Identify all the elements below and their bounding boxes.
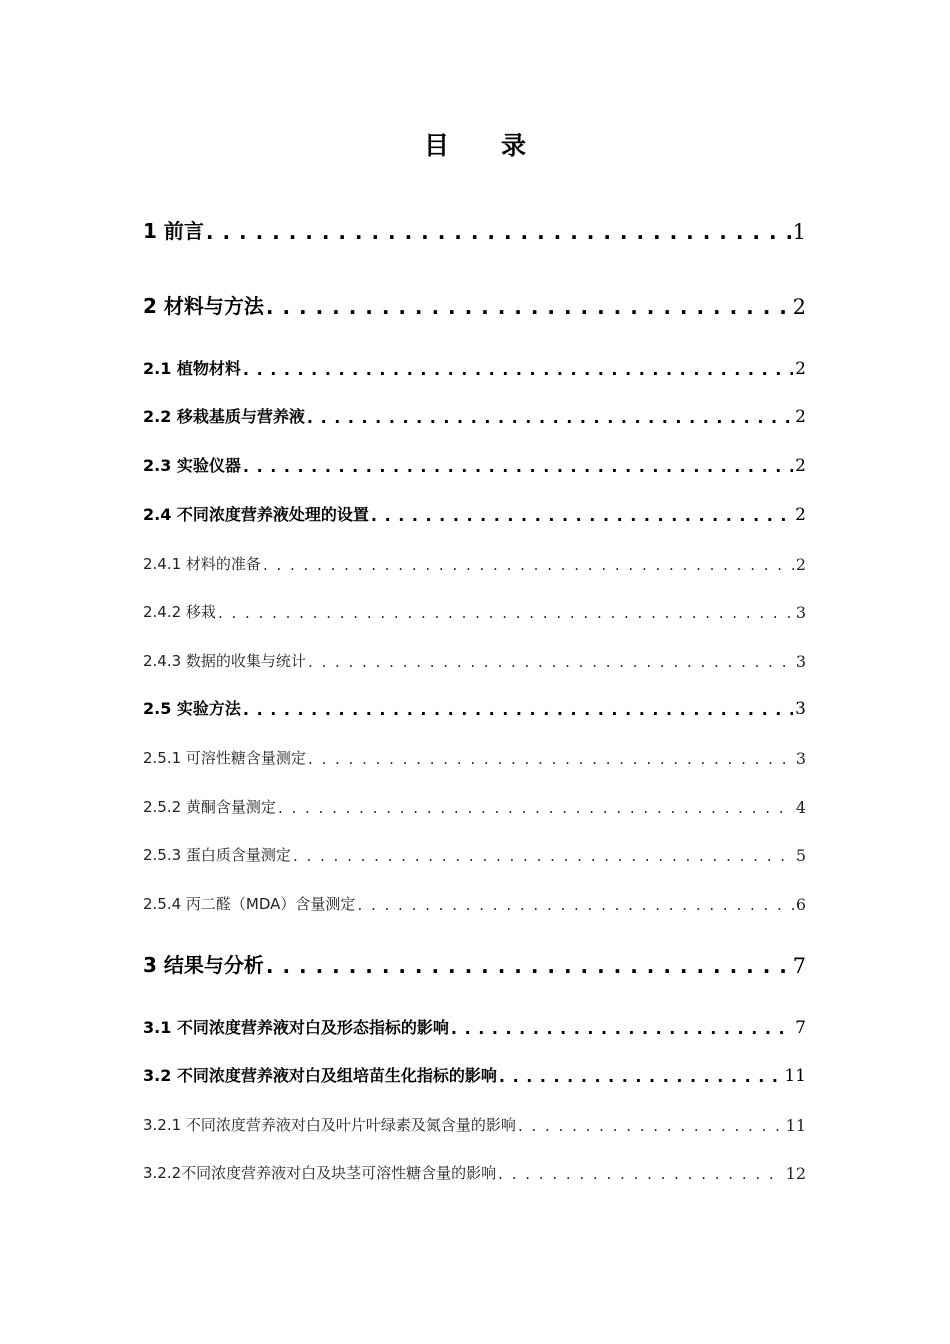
toc-entry-page: 11 [784,1066,806,1086]
toc-entry-page: 3 [795,652,806,671]
toc-leader-dots [308,653,794,671]
toc-entry[interactable] [143,405,806,427]
toc-entry[interactable] [143,649,806,671]
toc-entry-page: 3 [795,699,806,719]
toc-entry-page: 12 [785,1164,806,1183]
toc-entry[interactable] [143,892,806,914]
toc-entry[interactable] [143,454,806,476]
toc-entry-page: 11 [785,1116,806,1135]
toc-entry-label: 3 结果与分析 [143,953,264,977]
toc-entry-label: 3.1 不同浓度营养液对白及形态指标的影响 [143,1018,449,1037]
toc-title-part1: 目 [423,131,449,160]
toc-entry[interactable] [143,950,806,978]
toc-leader-dots [498,1165,783,1183]
toc-title-part2: 录 [501,131,527,160]
toc-entry-label: 2.5.1 可溶性糖含量测定 [143,749,306,767]
toc-entry-page: 2 [795,456,806,476]
toc-entry-label: 2 材料与方法 [143,294,264,318]
toc-entry-label: 2.5.3 蛋白质含量测定 [143,846,291,864]
toc-leader-dots [218,604,794,622]
toc-title [0,126,950,162]
toc-entry-label: 2.5 实验方法 [143,699,241,718]
toc-entry[interactable] [143,746,806,768]
toc-leader-dots [499,1067,782,1086]
toc-entry-page: 3 [795,749,806,768]
toc-entry[interactable] [143,1064,806,1086]
toc-entry-label: 2.5.4 丙二醛（MDA）含量测定 [143,895,356,913]
toc-entry[interactable] [143,1113,806,1135]
toc-entry[interactable] [143,843,806,865]
toc-leader-dots [243,457,793,476]
toc-entry-label: 3.2.1 不同浓度营养液对白及叶片叶绿素及氮含量的影响 [143,1116,516,1134]
toc-leader-dots [266,295,791,319]
toc-entry-page: 2 [795,359,806,379]
toc-leader-dots [243,360,793,379]
toc-entry-label: 1 前言 [143,219,204,243]
toc-entry-page: 2 [795,555,806,574]
toc-leader-dots [371,506,793,525]
toc-entry-label: 3.2.2不同浓度营养液对白及块茎可溶性糖含量的影响 [143,1164,497,1182]
toc-entry-page: 1 [792,220,806,244]
toc-entry[interactable] [143,795,806,817]
toc-entry[interactable] [143,1016,806,1038]
toc-entry[interactable] [143,552,806,574]
toc-leader-dots [357,896,793,914]
toc-entry-page: 4 [795,798,806,817]
toc-entry-page: 3 [795,603,806,622]
toc-leader-dots [451,1019,793,1038]
toc-entry-label: 2.3 实验仪器 [143,456,241,475]
toc-leader-dots [518,1117,784,1135]
toc-leader-dots [293,847,794,865]
toc-entry-page: 7 [792,954,806,978]
toc-entry-page: 2 [792,295,806,319]
toc-entry-label: 2.1 植物材料 [143,359,241,378]
toc-leader-dots [206,220,791,244]
toc-entry-label: 2.4.1 材料的准备 [143,555,261,573]
toc-entry[interactable] [143,216,806,244]
toc-leader-dots [278,799,794,817]
toc-leader-dots [263,556,794,574]
toc-entry-page: 2 [795,505,806,525]
toc-entry-label: 2.5.2 黄酮含量测定 [143,798,276,816]
toc-entry-label: 2.4.3 数据的收集与统计 [143,652,306,670]
toc-leader-dots [243,700,793,719]
toc-leader-dots [308,750,794,768]
toc-entry-page: 6 [795,895,806,914]
toc-entry-label: 3.2 不同浓度营养液对白及组培苗生化指标的影响 [143,1066,497,1085]
toc-entry-page: 2 [795,407,806,427]
toc-entry[interactable] [143,600,806,622]
toc-entry-page: 7 [795,1018,806,1038]
toc-leader-dots [266,954,791,978]
toc-entry[interactable] [143,357,806,379]
toc-entry-label: 2.4 不同浓度营养液处理的设置 [143,505,369,524]
toc-entry[interactable] [143,291,806,319]
toc-entry[interactable] [143,1161,806,1183]
toc-entry[interactable] [143,503,806,525]
toc-leader-dots [307,408,793,427]
toc-entry-page: 5 [795,846,806,865]
toc-entry[interactable] [143,697,806,719]
toc-entry-label: 2.4.2 移栽 [143,603,216,621]
toc-entry-label: 2.2 移栽基质与营养液 [143,407,305,426]
